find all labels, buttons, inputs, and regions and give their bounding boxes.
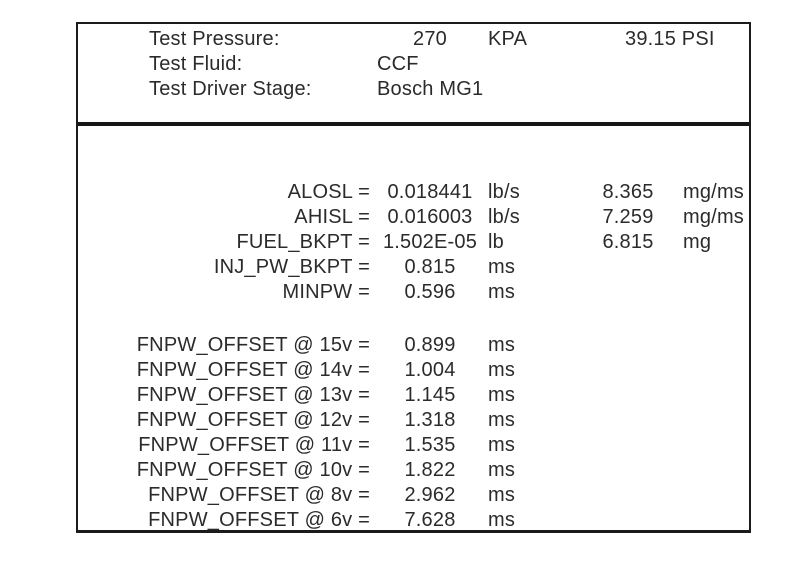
parameter-value-metric: 7.259 [602,206,654,228]
header-row [78,52,749,77]
offset-label: FNPW_OFFSET @ 15v = [136,334,370,356]
parameter-unit: lb/s [488,181,520,203]
header-row [78,27,749,52]
offset-unit: ms [488,334,516,356]
parameter-value: 0.016003 [387,206,473,228]
offset-unit: ms [488,359,516,381]
offset-label: FNPW_OFFSET @ 11v = [138,434,370,456]
offset-label: FNPW_OFFSET @ 6v = [148,509,370,531]
offset-label: FNPW_OFFSET @ 13v = [136,384,370,406]
offset-value: 1.318 [404,409,456,431]
offset-value: 1.535 [404,434,456,456]
header-label: Test Driver Stage: [149,78,312,100]
offset-value: 2.962 [404,484,456,506]
parameters-section [78,180,749,305]
header-right-value: 39.15 PSI [625,28,715,50]
offset-label: FNPW_OFFSET @ 10v = [136,459,370,481]
section-divider [78,122,749,126]
offset-unit: ms [488,434,516,456]
offset-unit: ms [488,484,516,506]
parameter-label: INJ_PW_BKPT = [213,256,370,278]
parameter-label: ALOSL = [287,181,370,203]
parameter-unit-metric: mg [683,231,712,253]
parameter-unit-metric: mg/ms [683,206,744,228]
offset-row [78,383,749,408]
offset-row [78,433,749,458]
parameter-value-metric: 6.815 [602,231,654,253]
parameter-value: 0.815 [404,256,456,278]
parameter-row [78,205,749,230]
parameter-unit: ms [488,256,516,278]
offset-row [78,483,749,508]
offset-value: 0.899 [404,334,456,356]
offset-value: 1.145 [404,384,456,406]
parameter-unit: lb [488,231,504,253]
offset-unit: ms [488,384,516,406]
parameter-unit: lb/s [488,206,520,228]
parameter-label: AHISL = [294,206,370,228]
offset-unit: ms [488,509,516,531]
parameter-unit: ms [488,281,516,303]
parameter-value: 0.018441 [387,181,473,203]
offset-label: FNPW_OFFSET @ 12v = [136,409,370,431]
parameter-label: MINPW = [282,281,370,303]
header-section [78,27,749,102]
offset-unit: ms [488,459,516,481]
parameter-unit-metric: mg/ms [683,181,744,203]
header-value: 270 [413,28,447,50]
offset-row [78,333,749,358]
header-label: Test Pressure: [149,28,280,50]
fnpw-offsets-section [78,333,749,533]
header-unit: KPA [488,28,528,50]
header-row [78,77,749,102]
offset-label: FNPW_OFFSET @ 8v = [148,484,370,506]
header-value: CCF [377,53,419,75]
parameter-value: 1.502E-05 [382,231,478,253]
offset-row [78,358,749,383]
test-report-panel [76,22,751,533]
parameter-row [78,255,749,280]
parameter-label: FUEL_BKPT = [236,231,370,253]
parameter-value-metric: 8.365 [602,181,654,203]
offset-label: FNPW_OFFSET @ 14v = [136,359,370,381]
header-label: Test Fluid: [149,53,243,75]
offset-row [78,458,749,483]
offset-unit: ms [488,409,516,431]
parameter-row [78,230,749,255]
parameter-row [78,280,749,305]
header-value: Bosch MG1 [377,78,484,100]
offset-row [78,408,749,433]
parameter-value: 0.596 [404,281,456,303]
parameter-row [78,180,749,205]
offset-value: 1.004 [404,359,456,381]
offset-value: 1.822 [404,459,456,481]
offset-value: 7.628 [404,509,456,531]
offset-row [78,508,749,533]
